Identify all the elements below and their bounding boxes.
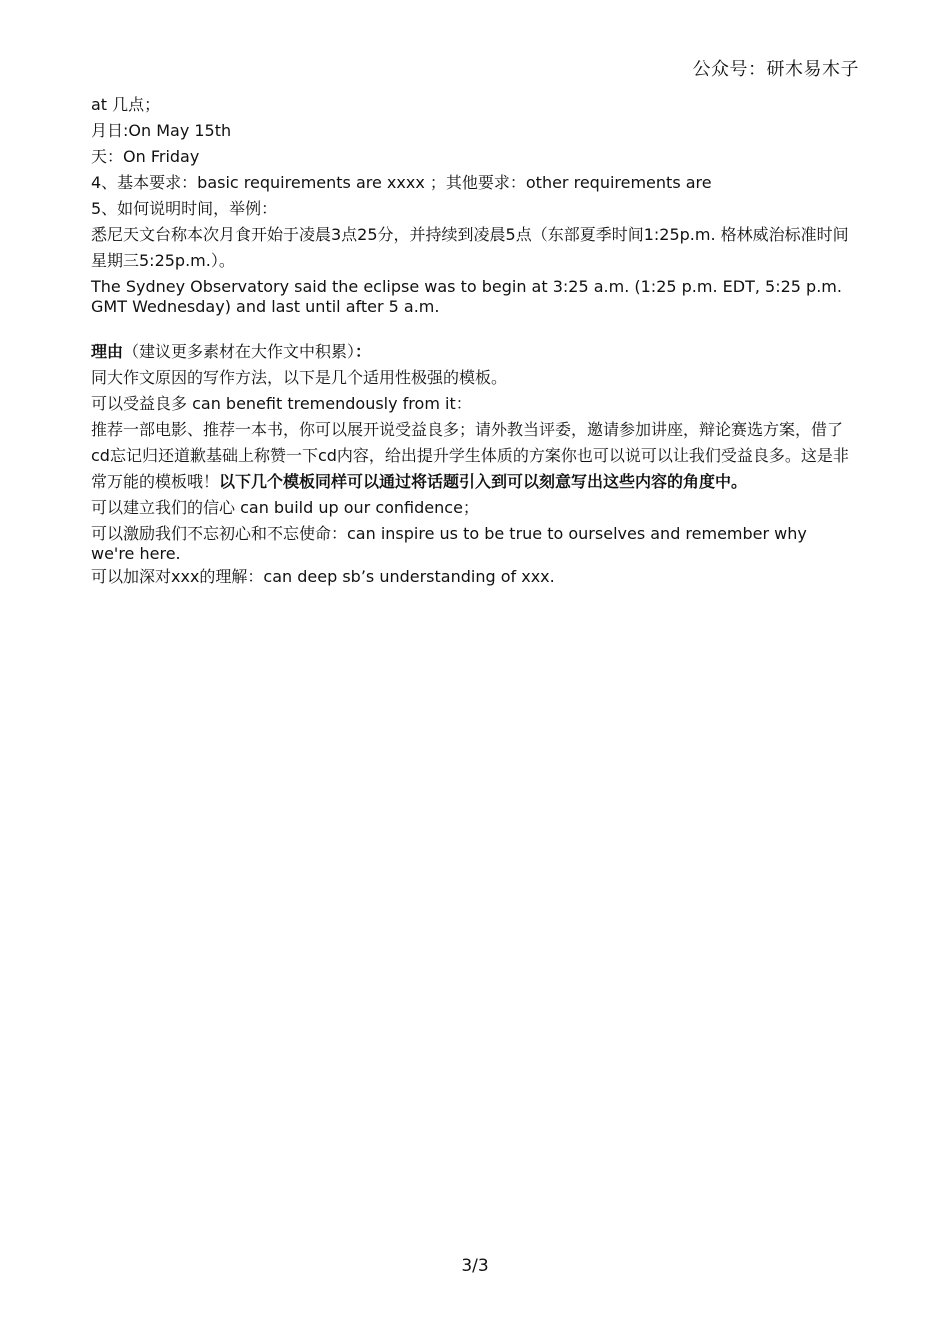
reason-heading-note: （建议更多素材在大作文中积累）: [123, 342, 356, 361]
text-line-requirements: 4、基本要求：basic requirements are xxxx ；其他要求：other requirements are: [91, 173, 712, 192]
benefit-paragraph-bold: 以下几个模板同样可以通过将话题引入到可以刻意写出这些内容的角度中。: [219, 472, 748, 491]
benefit-line: 可以受益良多 can benefit tremendously from it：: [91, 394, 472, 413]
text-line-day: 天：On Friday: [91, 147, 200, 166]
reason-intro: 同大作文原因的写作方法，以下是几个适用性极强的模板。: [91, 368, 508, 387]
header-brand: 公众号：研木易木子: [692, 59, 859, 80]
example-english-line-2: GMT Wednesday) and last until after 5 a.m.: [91, 297, 440, 316]
inspire-line-1: 可以激励我们不忘初心和不忘使命：can inspire us to be true to ourselves and remember why: [91, 524, 807, 543]
reason-heading: [91, 339, 861, 365]
example-chinese: 悉尼天文台称本次月食开始于凌晨3点25分，并持续到凌晨5点（东部夏季时间1:25p.m. 格林威治标准时间星期三5:25p.m.）。: [91, 225, 849, 270]
inspire-line-2: we're here.: [91, 544, 181, 563]
section-spacer: [91, 317, 861, 339]
reason-heading-bold: 理由: [91, 342, 124, 361]
understanding-line: 可以加深对xxx的理解：can deep sb’s understanding of xxx.: [91, 567, 555, 586]
example-english-line-1: The Sydney Observatory said the eclipse was to begin at 3:25 a.m. (1:25 p.m. EDT, 5:25 p.m.: [91, 277, 842, 296]
text-line-how-time: 5、如何说明时间，举例：: [91, 199, 278, 218]
page-number: 3/3: [461, 1256, 489, 1276]
benefit-paragraph: [91, 417, 861, 495]
document-body: [91, 92, 861, 590]
benefit-paragraph-text: 推荐一部电影、推荐一本书，你可以展开说受益良多；请外教当评委，邀请参加讲座，辩论赛选方案，借了cd忘记归还道歉基础上称赞一下cd内容，给出提升学生体质的方案你也可以说可以让我们受益良多。这是非常万能的模板哦！: [91, 420, 849, 491]
reason-heading-colon: ：: [355, 342, 372, 361]
text-line-month-day: 月日:On May 15th: [91, 121, 232, 140]
text-line-at: at 几点；: [91, 95, 161, 114]
confidence-line: 可以建立我们的信心 can build up our confidence；: [91, 498, 479, 517]
